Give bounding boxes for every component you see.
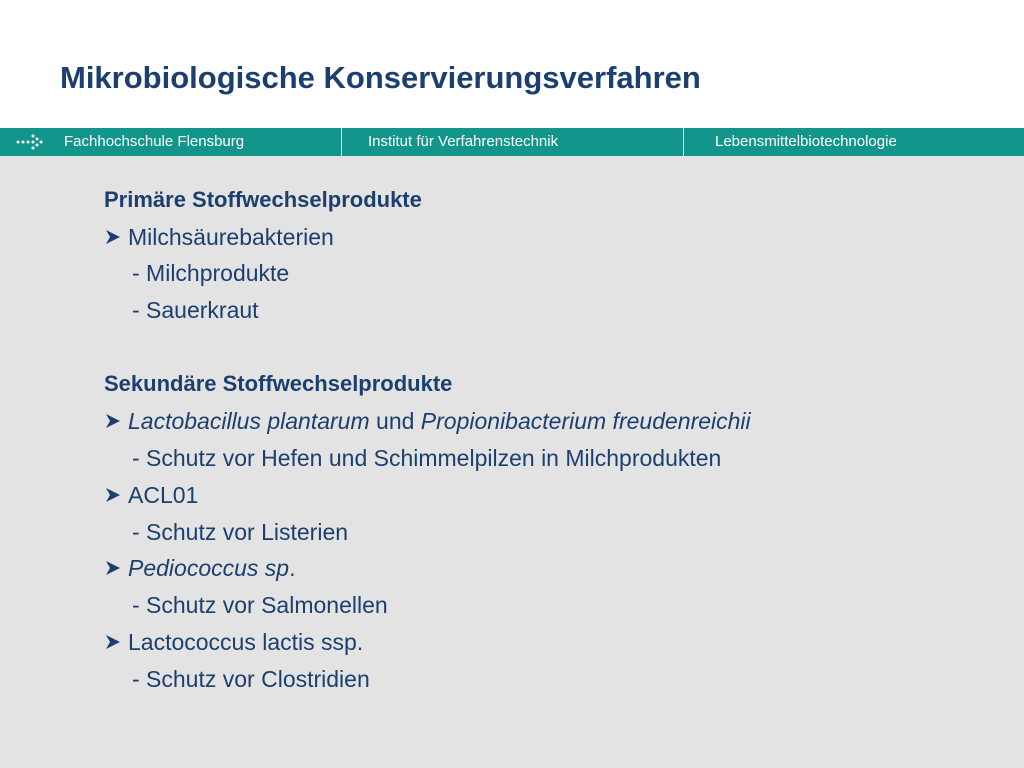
list-subitem: - Schutz vor Clostridien xyxy=(132,666,370,692)
list-item-text: ACL01 xyxy=(128,482,199,508)
list-item xyxy=(104,406,751,436)
arrowhead-bullet-icon xyxy=(104,222,128,252)
list-subitem: - Schutz vor Salmonellen xyxy=(132,592,388,618)
logo-icon xyxy=(16,132,44,152)
banner-divider xyxy=(683,128,684,156)
list-item xyxy=(104,627,363,657)
list-subitem: - Milchprodukte xyxy=(132,260,290,286)
arrowhead-bullet-icon xyxy=(104,627,128,657)
banner-institution: Fachhochschule Flensburg xyxy=(64,133,245,150)
banner-divider xyxy=(341,128,342,156)
list-item-text: Milchsäurebakterien xyxy=(128,224,334,250)
species-name: Lactobacillus plantarum xyxy=(128,408,370,434)
list-subitem: - Schutz vor Listerien xyxy=(132,519,349,545)
banner-department: Lebensmittelbiotechnologie xyxy=(715,133,897,150)
primary-heading: Primäre Stoffwechselprodukte xyxy=(104,187,422,212)
list-subitem: - Schutz vor Hefen und Schimmelpilzen in Milchprodukten xyxy=(132,445,722,471)
banner-institute: Institut für Verfahrenstechnik xyxy=(368,133,559,150)
species-name: Pediococcus sp xyxy=(128,555,290,581)
conjunction: und xyxy=(369,408,421,434)
list-item xyxy=(104,553,295,583)
list-item xyxy=(104,480,198,510)
slide-title: Mikrobiologische Konservierungsverfahren xyxy=(60,60,701,95)
arrowhead-bullet-icon xyxy=(104,553,128,583)
list-item xyxy=(104,222,334,252)
secondary-heading: Sekundäre Stoffwechselprodukte xyxy=(104,371,453,396)
species-name: Propionibacterium freudenreichii xyxy=(420,408,751,434)
list-subitem: - Sauerkraut xyxy=(132,297,259,323)
arrowhead-bullet-icon xyxy=(104,406,128,436)
arrowhead-bullet-icon xyxy=(104,480,128,510)
list-item-text: . xyxy=(289,555,296,581)
list-item-text: Lactococcus lactis ssp. xyxy=(128,629,364,655)
header-banner xyxy=(0,128,1024,156)
